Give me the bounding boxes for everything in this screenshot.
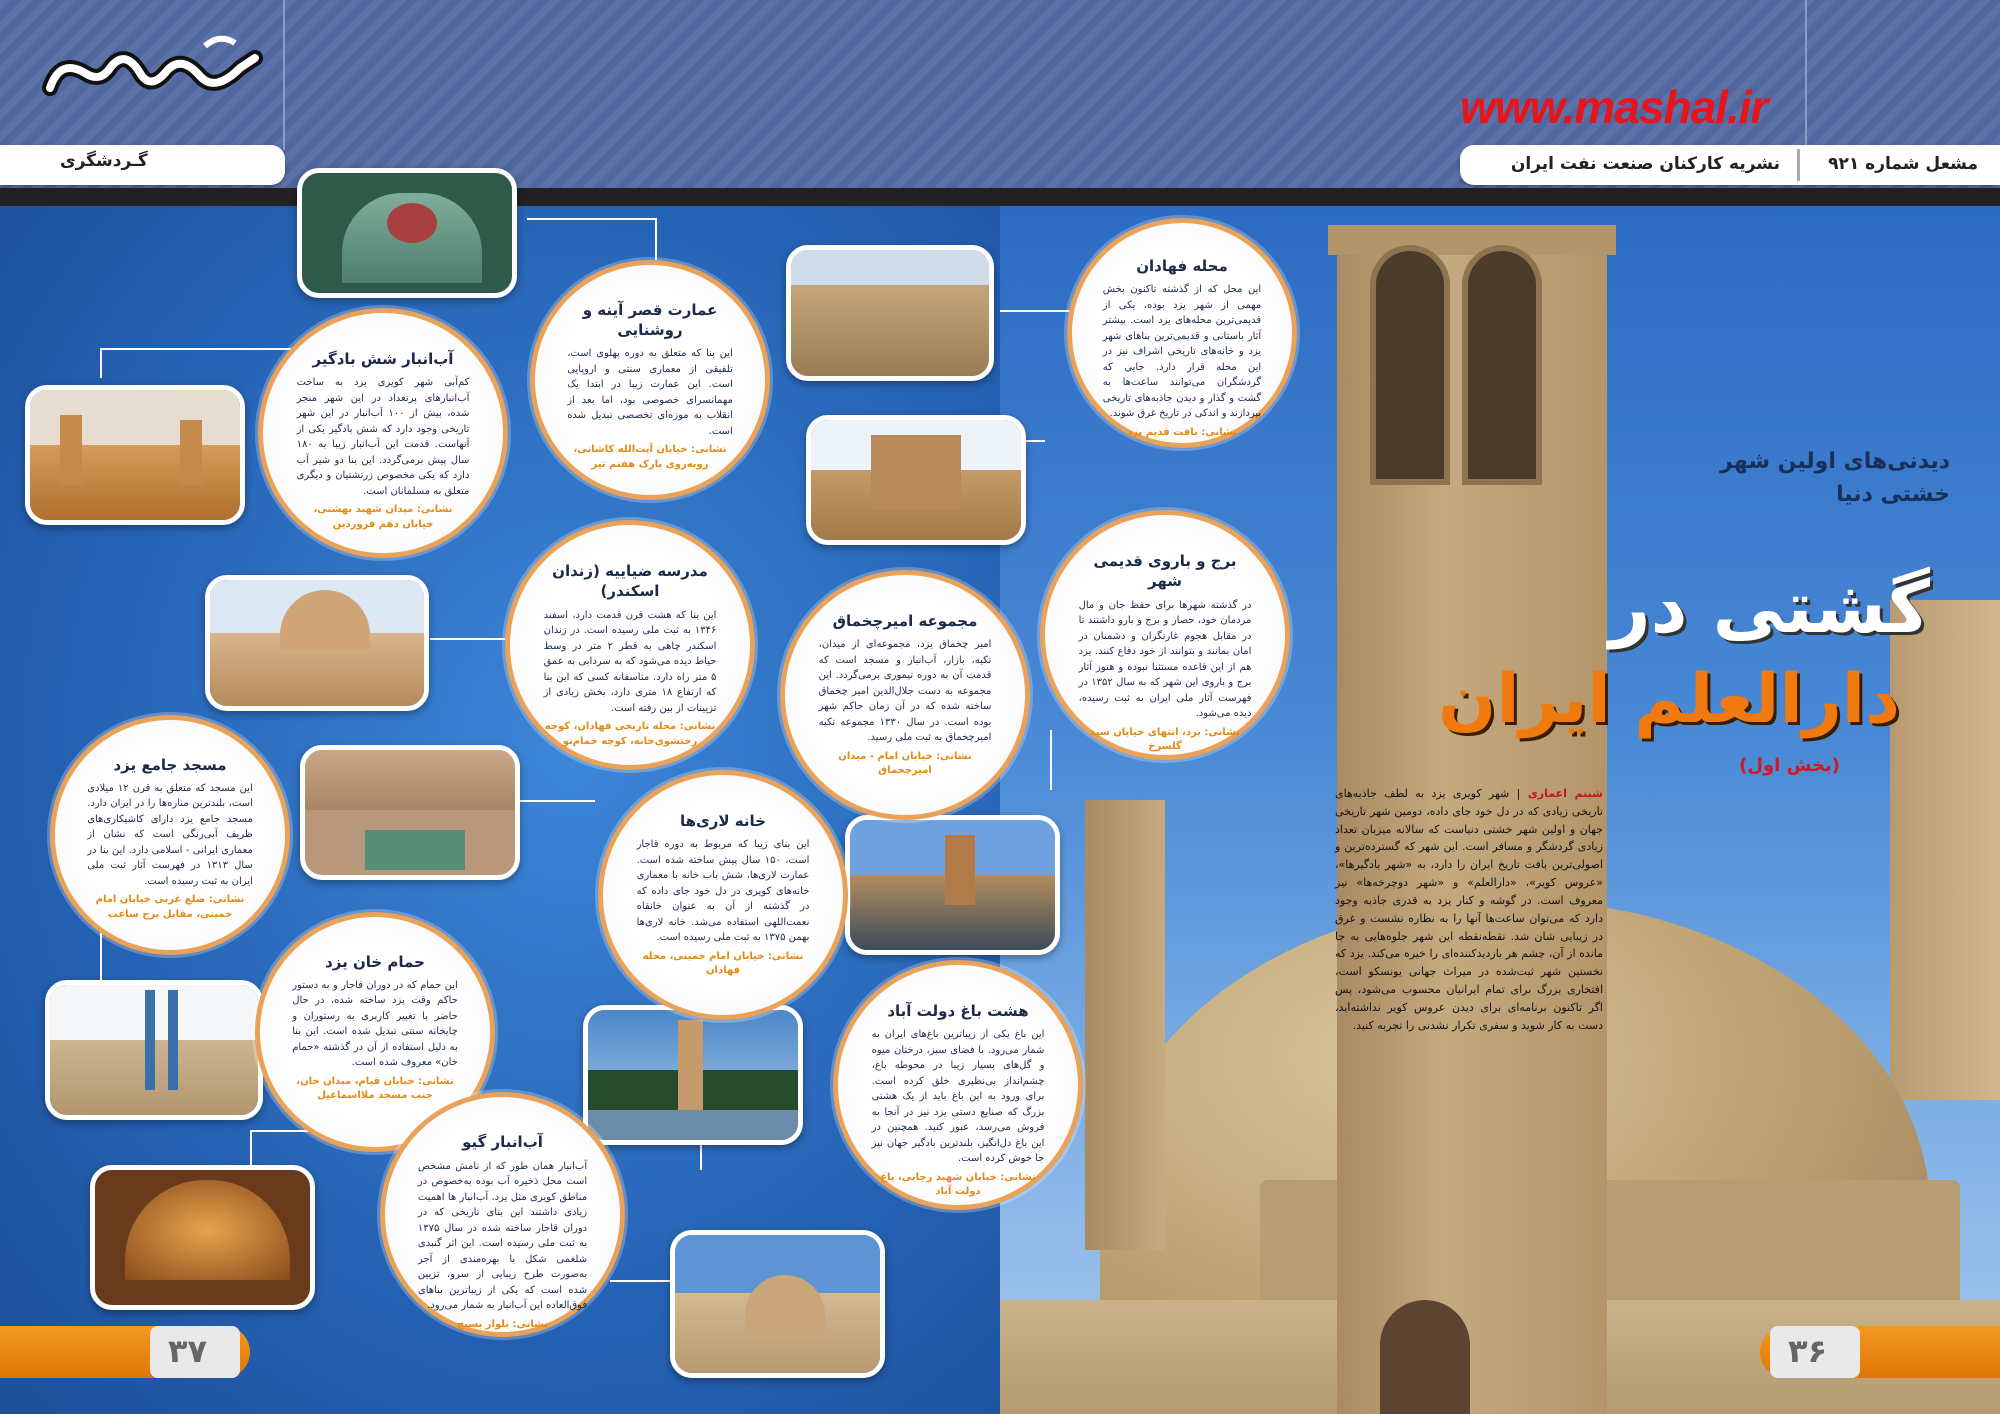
connector-line [100,348,310,350]
hero-title-line1: گشتی در [1609,565,1930,649]
place-circle [530,260,770,500]
connector-line [1050,730,1052,790]
photo-fahadan [786,245,994,381]
place-address: نشانی: بلوار بسیج [456,1318,549,1330]
place-title: عمارت قصر آینه و روشنایی [582,300,718,339]
place-text: این بنا که هشت قرن قدمت دارد، اسفند ۱۳۴۶ به ثبت ملی رسیده است. در زندان اسکندر چاهی به قطر ۲ متر در وسط حیاط دیده می‌شود که به سردابی به عمق ۵ متر راه دارد. متاسفانه کسی که این بنا که ارتفاع ۱۸ متری دارد، بخش زیادی از تزیینات از بین رفته است. [543,609,717,714]
header-divider [1805,0,1807,150]
place-circle [505,520,755,770]
subtitle-line: دیدنی‌های اولین شهر [1720,449,1950,474]
place-title: هشت باغ دولت آباد [887,1002,1029,1020]
photo-jameh-mosque [45,980,263,1120]
section-tag [0,145,285,185]
connector-line [1000,310,1070,312]
place-title: آب‌انبار گیو [462,1133,543,1152]
photo-shesh-badgir [25,385,245,525]
tag-separator [1797,149,1800,181]
place-circle [50,715,290,955]
connector-line [610,1280,670,1282]
windcatcher-tower-left [1085,800,1165,1250]
part-label: (بخش اول) [1739,755,1840,776]
connector-line [100,348,102,378]
place-title: آب‌انبار شش بادگیر [312,350,454,368]
connector-line [100,930,102,980]
tower-window [1370,245,1450,485]
publication-name: نشریه کارکنان صنعت نفت ایران [1510,154,1780,174]
article-body: شبنم اعماری | شهر کویری یزد به لطف جاذبه‌های تاریخی زیادی که در دل خود جای داده، دومین شهر تاریخی جهان و اولین شهر خشتی دنیاست که سالانه میزبان تعداد زیادی گردشگر و مسافر است. این شهر که گسترده‌ترین و اصولی‌ترین بافت تاریخ ایران را دارد، به «شهر بادگیرها»، «عروس کویر»، «دارالعلم» و «شهر دوچرخه‌ها» نیز معروف است. در گوشه و کنار یزد به قدری جاذبه وجود دارد که می‌توان ساعت‌ها آنها را به نظاره نشست و غرق در زیبایی شان شد. نقطه‌نقطه این شهر جلوه‌هایی به جا مانده از آن، چشم هر بازدیدکننده‌ای را خیره می‌کند. یزد که نخستین شهر ثبت‌شده در میراث جهانی یونسکو است، افتخاری بزرگ برای تمام ایرانیان محسوب می‌شود، پس اگر تاکنون برنامه‌ای برای دیدن عروس کویر نداشته‌اید، دست به کار شوید و سفری تکرار نشدنی را تجربه کنید. [1335,787,1603,1032]
place-address: نشانی: خیابان شهید رجایی، باغ دولت آباد [880,1171,1036,1198]
hero-subtitle [1520,445,1950,511]
connector-line [515,800,595,802]
photo-gio-reservoir [670,1230,885,1378]
mashal-logo [40,28,270,118]
reservoir-door [1380,1300,1470,1414]
place-text: در گذشته شهرها برای حفظ جان و مال مردمان خود، حصار و برج و بارو داشتند تا در مقابل هجوم غارتگران و دشمنان در امان بمانند و بتوانند از خود دفاع کنند. یزد هم از این قاعده مستثنا نبوده و هنوز آثار برج و باروی این شهر که به سال ۱۳۵۲ در فهرست آثار ملی ایران به ثبت رسیده، دیده می‌شود. [1078,599,1252,719]
place-circle [780,570,1030,820]
place-title: خانه لاری‌ها [680,812,766,830]
issue-number: مشعل شماره ۹۲۱ [1828,154,1978,174]
place-circle [258,308,508,558]
place-text: این بنای زیبا که مربوط به دوره قاجار است، ۱۵۰ سال پیش ساخته شده است. عمارت لاری‌ها، شش باب خانه با معماری خانه‌های کویری در دل خود جای داده که در گذشته از آن به عنوان خانقاه نعمت‌اللهی استفاده می‌شد. خانه لاری‌ها بهمن ۱۳۷۵ به ثبت ملی رسیده است. [636,839,810,944]
place-title: مدرسه ضیاییه (زندان اسکندر) [552,562,708,601]
author-name: شبنم اعماری [1527,787,1603,800]
place-text: این بنا که متعلق به دوره پهلوی است، تلفیقی از معماری سنتی و اروپایی است. این عمارت زیبا در ابتدا یک مهمانسرای خصوصی بود، اما بعد از انقلاب به موزه‌ای تخصصی تبدیل شده است. [567,348,733,437]
tower-cap [1328,225,1616,255]
page-number-box [150,1326,240,1378]
place-circle [598,770,848,1020]
website-url[interactable]: www.mashal.ir [1460,81,1768,133]
connector-line [527,218,657,220]
place-text: کم‌آبی شهر کویری یزد به ساخت آب‌انبارهای پرتعداد در این شهر منجر شده، بیش از ۱۰۰ آب‌انبار در این شهر تاریخی وجود دارد که شش بادگیر یکی از آنهاست. قدمت این آب‌انبار زیبا به ۱۸۰ سال پیش برمی‌گردد. این بنا دو شیر آب دارد که یکی مخصوص زرتشتیان و دیگری متعلق به مسلمانان است. [296,377,470,497]
place-text: امیر چخماق یزد، مجموعه‌ای از میدان، تکیه، بازار، آب‌انبار و مسجد است که قدمت آن به دوره تیموری برمی‌گردد. این مجموعه به دست جلال‌الدین امیر چخماق ساخته شده که در آن زمان حاکم شهر بوده است. در سال ۱۳۳۰ مجموعه تکیه امیرچخماق به ثبت ملی رسید. [818,639,992,744]
subtitle-line: خشتی دنیا [1836,482,1950,507]
place-circle [1067,218,1297,448]
place-circle [833,960,1083,1210]
photo-dolat-abad [583,1005,803,1145]
connector-line [655,218,657,260]
place-title: حمام خان یزد [325,952,425,971]
place-address: نشانی: محله تاریخی فهادان، کوچه رختشوی‌خانه، کوچه حمام‌نو [544,721,716,747]
place-title: مجموعه امیرچخماق [832,612,978,630]
place-title: محله فهادان [1136,257,1228,275]
place-text: این باغ یکی از زیباترین باغ‌های ایران به شمار می‌رود. با فضای سبز، درختان میوه و گل‌های بسیار زیبا در محوطه باغ، چشم‌انداز بی‌نظیری خلق کرده است. برای ورود به این باغ باید از یک هشتی بزرگ که صنایع دستی یزد نیز در آنجا به فروش می‌رسد، عبور کنید. همچنین در این باغ دل‌انگیز، بلندترین بادگیر جهان نیز جا خوش کرده است. [871,1029,1045,1165]
place-text: آب‌انبار همان طور که از نامش مشخص است محل ذخیره آب بوده به‌خصوص در مناطق کویری مثل یزد. آب‌انبار ها اهمیت زیادی داشتند این بنای تاریخی که در دوران قاجار ساخته شده در سال ۱۳۷۵ به ثبت ملی رسیده است. این اثر گنبدی شلغمی شکل با بهره‌مندی از آجر به‌صورت طرح زیبایی از سرو، تزیین شده است که یکی از زیباترین بناهای فوق‌العاده این آب‌انبار به شمار می‌رود. [417,1160,588,1311]
place-title: برج و باروی قدیمی شهر [1093,552,1237,591]
hero-title-line2: دارالعلم ایران [1438,660,1900,739]
place-text: این محل که از گذشته تاکنون بخش مهمی از شهر یزد بوده، یکی از قدیمی‌ترین محله‌های یزد است. بیشتر آثار باستانی و قدیمی‌ترین بناهای شهر یزد و خانه‌های تاریخی اشراف نیز در این محله قرار دارد. جایی که گردشگران می‌توانند ساعت‌ها به گشت و گذار و دیدن جاذبه‌های تاریخی بپردازند و اندکی در تاریخ غرق شوند. [1102,284,1262,420]
place-address: نشانی: خیابان امام خمینی، محله فهادان [642,950,804,977]
place-address: نشانی: میدان شهید بهشتی، خیابان دهم فروردین [313,504,453,530]
publication-tag [1460,145,2000,185]
place-address: نشانی: ضلع غربی خیابان امام خمینی، مقابل برج ساعت [95,894,245,920]
connector-line [250,1130,252,1170]
article-text: شهر کویری یزد به لطف جاذبه‌های تاریخی زیادی که در دل خود جای داده، دومین شهر تاریخی جهان و اولین شهر خشتی دنیاست که سالانه میزبان تعداد زیادی گردشگر و مسافر است. این شهر که گسترده‌ترین و اصولی‌ترین بافت تاریخ ایران را دارد، به «شهر بادگیرها»، «عروس کویر»، «دارالعلم» و «شهر دوچرخه‌ها» نیز معروف است. در گوشه و کنار یزد به قدری جاذبه وجود دارد که می‌توان ساعت‌ها آنها را به نظاره نشست و غرق در زیبایی شان شد. نقطه‌نقطه این شهر جلوه‌هایی به جا مانده از آن، چشم هر بازدیدکننده‌ای را خیره می‌کند. یزد که نخستین شهر ثبت‌شده در میراث جهانی یونسکو است، افتخاری بزرگ برای تمام ایرانیان محسوب می‌شود، پس اگر تاکنون برنامه‌ای برای دیدن عروس کویر نداشته‌اید، دست به کار شوید و سفری تکرار نشدنی را تجربه کنید. [1335,787,1603,1032]
place-text: این حمام که در دوران قاجار و به دستور حاکم وقت یزد ساخته شده، در حال حاضر با تغییر کاربری به رستوران و چایخانه سنتی تبدیل شده است. این بنا به دلیل استفاده از آن در گذشته «حمام خان» معروف شده است. [292,979,458,1069]
header-divider [283,0,285,150]
photo-amir-chakhmaq [845,815,1060,955]
place-text: این مسجد که متعلق به قرن ۱۲ میلادی است، بلندترین منار‌ه‌ها را در ایران دارد. مسجد جامع یزد دارای کاشیکاری‌های ظریف آبی‌رنگی است که نشان از معماری ایرانی - اسلامی دارد. این بنا در سال ۱۳۱۳ در فهرست آثار ثبت ملی ایران به ثبت رسیده است. [87,782,253,887]
place-address: نشانی: بزد، انتهای خیابان سید گلسرخ [1090,726,1240,752]
photo-lari-house [300,745,520,880]
photo-city-wall [806,415,1026,545]
photo-aineh-palace [297,168,517,298]
page-number-left: ۳۷ [168,1332,208,1370]
photo-ziaeieh-school [205,575,429,711]
place-title: مسجد جامع یزد [113,755,227,774]
page-number-right: ۳۶ [1788,1332,1828,1370]
place-address: نشانی: خیابان آیت‌الله کاشانی، روبه‌روی پارک هفتم تیر [573,444,727,470]
place-circle [380,1092,625,1337]
place-address: نشانی: خیابان امام - میدان امیرچخماق [838,750,972,777]
page-number-box [1770,1326,1860,1378]
place-address: نشانی: خیابان قیام، میدان خان، جنب مسجد ملااسماعیل [296,1075,454,1102]
photo-khan-bath [90,1165,315,1310]
windcatcher-tower-right [1890,600,2000,1100]
place-circle [1040,510,1290,760]
section-label: گـردشگری [60,151,148,171]
place-address: نشانی: بافت قدیم یزد [1127,426,1237,438]
